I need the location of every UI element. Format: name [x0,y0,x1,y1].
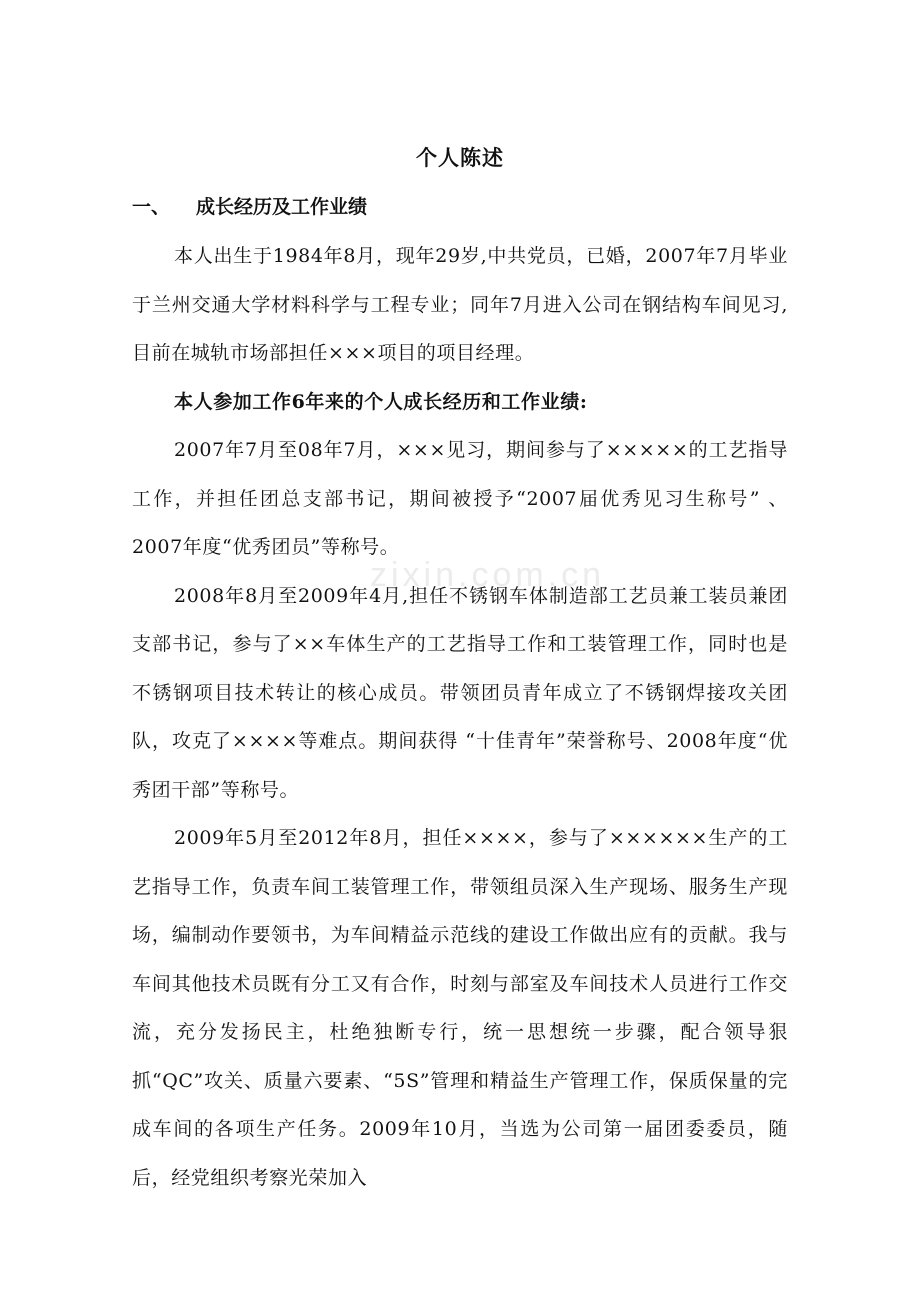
document-title: 个人陈述 [416,145,504,170]
paragraph-2007-2008: 2007年7月至08年7月，×××见习，期间参与了×××××的工艺指导工作，并担任团总支部书记，期间被授予“2007届优秀见习生称号” 、2007年度“优秀团员”等称号。 [132,439,788,558]
paragraph-intro-heading: 本人参加工作6年来的个人成长经历和工作业绩: [174,390,588,413]
paragraph-2008-2009: 2008年8月至2009年4月,担任不锈钢车体制造部工艺员兼工装员兼团支部书记，参与了××车体生产的工艺指导工作和工装管理工作，同时也是不锈钢项目技术转让的核心成员。带领团员青年成立了不锈钢焊接攻关团队，攻克了××××等难点。期间获得 “十佳青年”荣誉称号、2008年度“优秀团干部”等称号。 [132,584,788,801]
paragraph-2009-2012: 2009年5月至2012年8月，担任××××，参与了××××××生产的工艺指导工作，负责车间工装管理工作，带领组员深入生产现场、服务生产现场，编制动作要领书，为车间精益示范线的建设工作做出应有的贡献。我与车间其他技术员既有分工又有合作，时刻与部室及车间技术人员进行工作交流，充分发扬民主，杜绝独断专行，统一思想统一步骤，配合领导狠抓“QC”攻关、质量六要素、“5S”管理和精益生产管理工作，保质保量的完成车间的各项生产任务。2009年10月，当选为公司第一届团委委员，随后，经党组织考察光荣加入 [132,827,788,1189]
section-title: 成长经历及工作业绩 [196,196,368,218]
watermark: zixin.com.cn [370,556,606,594]
section-heading [132,192,792,219]
section-number: 一、 [132,196,171,218]
paragraph-personal-info: 本人出生于1984年8月，现年29岁,中共党员，已婚，2007年7月毕业于兰州交通大学材料科学与工程专业；同年7月进入公司在钢结构车间见习,目前在城轨市场部担任×××项目的项目经理。 [132,245,788,364]
document-body [132,232,788,1202]
